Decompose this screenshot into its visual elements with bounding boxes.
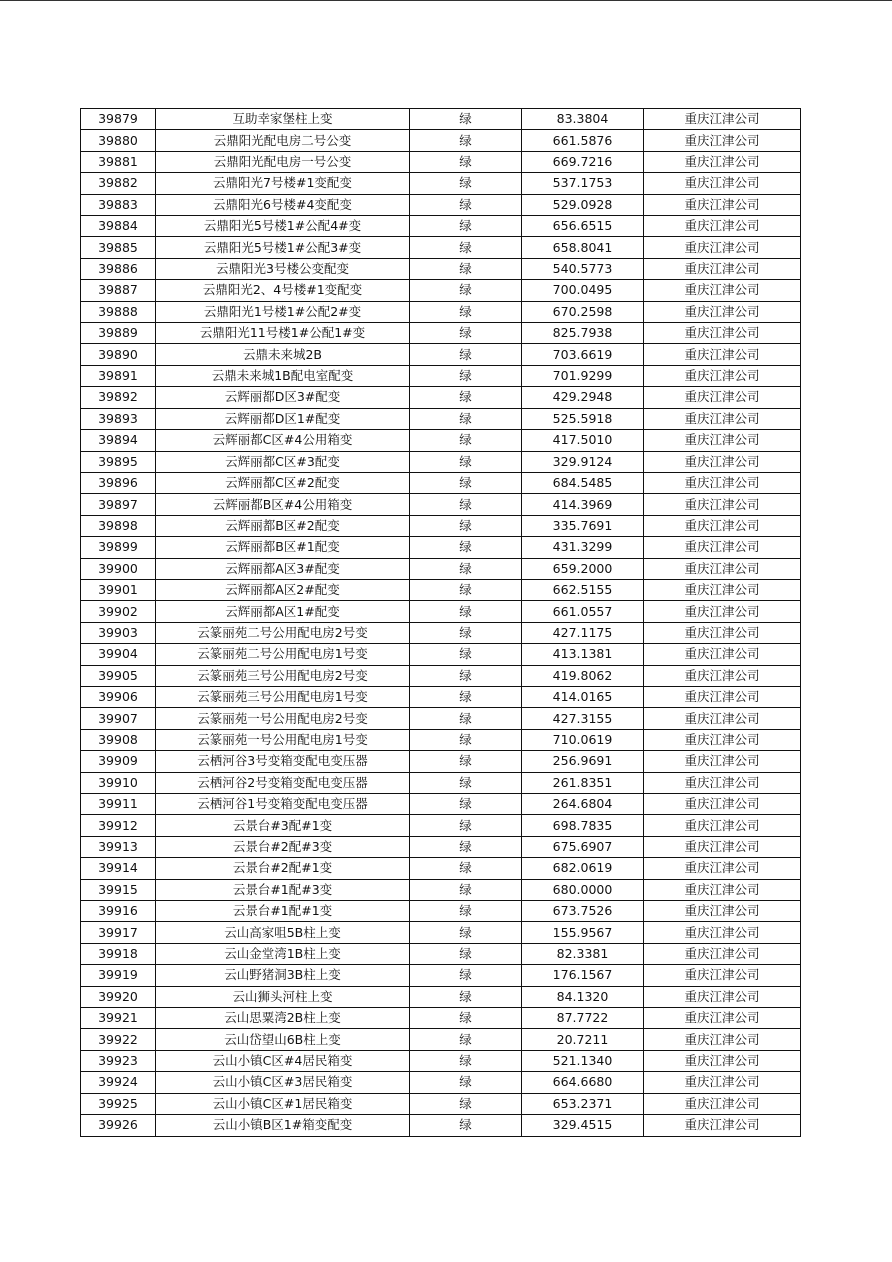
company-cell: 重庆江津公司 [644, 109, 801, 130]
name-cell: 云辉丽都C区#2配变 [156, 472, 410, 493]
company-cell: 重庆江津公司 [644, 772, 801, 793]
table-row [81, 194, 801, 215]
table-row [81, 943, 801, 964]
status-cell: 绿 [410, 408, 522, 429]
status-cell: 绿 [410, 751, 522, 772]
name-cell: 云辉丽都A区1#配变 [156, 601, 410, 622]
table-row [81, 494, 801, 515]
table-row [81, 1050, 801, 1071]
table-row [81, 258, 801, 279]
row-id-cell: 39904 [81, 644, 156, 665]
status-cell: 绿 [410, 109, 522, 130]
company-cell: 重庆江津公司 [644, 194, 801, 215]
name-cell: 云山小镇B区1#箱变配变 [156, 1115, 410, 1136]
row-id-cell: 39900 [81, 558, 156, 579]
row-id-cell: 39921 [81, 1008, 156, 1029]
status-cell: 绿 [410, 943, 522, 964]
company-cell: 重庆江津公司 [644, 858, 801, 879]
name-cell: 云鼎阳光配电房二号公变 [156, 130, 410, 151]
row-id-cell: 39903 [81, 622, 156, 643]
company-cell: 重庆江津公司 [644, 1008, 801, 1029]
value-cell: 414.3969 [522, 494, 644, 515]
table-row [81, 387, 801, 408]
status-cell: 绿 [410, 515, 522, 536]
status-cell: 绿 [410, 836, 522, 857]
value-cell: 540.5773 [522, 258, 644, 279]
row-id-cell: 39880 [81, 130, 156, 151]
status-cell: 绿 [410, 879, 522, 900]
company-cell: 重庆江津公司 [644, 1029, 801, 1050]
company-cell: 重庆江津公司 [644, 558, 801, 579]
row-id-cell: 39885 [81, 237, 156, 258]
company-cell: 重庆江津公司 [644, 515, 801, 536]
name-cell: 云篆丽苑三号公用配电房1号变 [156, 686, 410, 707]
value-cell: 329.4515 [522, 1115, 644, 1136]
status-cell: 绿 [410, 537, 522, 558]
value-cell: 537.1753 [522, 173, 644, 194]
value-cell: 427.3155 [522, 708, 644, 729]
name-cell: 云鼎阳光7号楼#1变配变 [156, 173, 410, 194]
status-cell: 绿 [410, 280, 522, 301]
row-id-cell: 39884 [81, 216, 156, 237]
company-cell: 重庆江津公司 [644, 237, 801, 258]
company-cell: 重庆江津公司 [644, 1050, 801, 1071]
name-cell: 云辉丽都D区1#配变 [156, 408, 410, 429]
row-id-cell: 39912 [81, 815, 156, 836]
value-cell: 684.5485 [522, 472, 644, 493]
status-cell: 绿 [410, 601, 522, 622]
row-id-cell: 39913 [81, 836, 156, 857]
row-id-cell: 39919 [81, 965, 156, 986]
name-cell: 云鼎阳光2、4号楼#1变配变 [156, 280, 410, 301]
row-id-cell: 39894 [81, 430, 156, 451]
company-cell: 重庆江津公司 [644, 472, 801, 493]
row-id-cell: 39915 [81, 879, 156, 900]
company-cell: 重庆江津公司 [644, 1115, 801, 1136]
name-cell: 云辉丽都B区#1配变 [156, 537, 410, 558]
value-cell: 82.3381 [522, 943, 644, 964]
row-id-cell: 39887 [81, 280, 156, 301]
name-cell: 云景台#1配#1变 [156, 901, 410, 922]
value-cell: 329.9124 [522, 451, 644, 472]
company-cell: 重庆江津公司 [644, 280, 801, 301]
value-cell: 700.0495 [522, 280, 644, 301]
name-cell: 云辉丽都D区3#配变 [156, 387, 410, 408]
status-cell: 绿 [410, 708, 522, 729]
status-cell: 绿 [410, 794, 522, 815]
row-id-cell: 39893 [81, 408, 156, 429]
company-cell: 重庆江津公司 [644, 365, 801, 386]
value-cell: 429.2948 [522, 387, 644, 408]
row-id-cell: 39881 [81, 151, 156, 172]
name-cell: 云山野猪洞3B柱上变 [156, 965, 410, 986]
company-cell: 重庆江津公司 [644, 1093, 801, 1114]
company-cell: 重庆江津公司 [644, 836, 801, 857]
value-cell: 261.8351 [522, 772, 644, 793]
status-cell: 绿 [410, 173, 522, 194]
name-cell: 云山小镇C区#1居民箱变 [156, 1093, 410, 1114]
name-cell: 云栖河谷3号变箱变配电变压器 [156, 751, 410, 772]
row-id-cell: 39925 [81, 1093, 156, 1114]
value-cell: 662.5155 [522, 579, 644, 600]
company-cell: 重庆江津公司 [644, 794, 801, 815]
company-cell: 重庆江津公司 [644, 494, 801, 515]
name-cell: 云辉丽都B区#2配变 [156, 515, 410, 536]
table-row [81, 515, 801, 536]
name-cell: 云鼎阳光11号楼1#公配1#变 [156, 323, 410, 344]
table-row [81, 836, 801, 857]
name-cell: 云鼎阳光5号楼1#公配3#变 [156, 237, 410, 258]
company-cell: 重庆江津公司 [644, 622, 801, 643]
company-cell: 重庆江津公司 [644, 216, 801, 237]
row-id-cell: 39907 [81, 708, 156, 729]
name-cell: 云栖河谷2号变箱变配电变压器 [156, 772, 410, 793]
value-cell: 658.8041 [522, 237, 644, 258]
value-cell: 521.1340 [522, 1050, 644, 1071]
value-cell: 675.6907 [522, 836, 644, 857]
value-cell: 680.0000 [522, 879, 644, 900]
table-row [81, 1008, 801, 1029]
value-cell: 413.1381 [522, 644, 644, 665]
row-id-cell: 39899 [81, 537, 156, 558]
table-row [81, 365, 801, 386]
status-cell: 绿 [410, 986, 522, 1007]
table-row [81, 408, 801, 429]
status-cell: 绿 [410, 365, 522, 386]
table-row [81, 644, 801, 665]
row-id-cell: 39883 [81, 194, 156, 215]
table-row [81, 601, 801, 622]
company-cell: 重庆江津公司 [644, 173, 801, 194]
table-row [81, 579, 801, 600]
name-cell: 云辉丽都A区2#配变 [156, 579, 410, 600]
company-cell: 重庆江津公司 [644, 258, 801, 279]
table-row [81, 858, 801, 879]
row-id-cell: 39901 [81, 579, 156, 600]
company-cell: 重庆江津公司 [644, 729, 801, 750]
name-cell: 云鼎阳光6号楼#4变配变 [156, 194, 410, 215]
company-cell: 重庆江津公司 [644, 130, 801, 151]
row-id-cell: 39916 [81, 901, 156, 922]
table-row [81, 472, 801, 493]
row-id-cell: 39917 [81, 922, 156, 943]
company-cell: 重庆江津公司 [644, 708, 801, 729]
table-row [81, 1115, 801, 1136]
status-cell: 绿 [410, 472, 522, 493]
value-cell: 661.0557 [522, 601, 644, 622]
value-cell: 335.7691 [522, 515, 644, 536]
status-cell: 绿 [410, 815, 522, 836]
name-cell: 云辉丽都A区3#配变 [156, 558, 410, 579]
row-id-cell: 39895 [81, 451, 156, 472]
table-row [81, 879, 801, 900]
status-cell: 绿 [410, 644, 522, 665]
value-cell: 417.5010 [522, 430, 644, 451]
row-id-cell: 39924 [81, 1072, 156, 1093]
table-row [81, 451, 801, 472]
company-cell: 重庆江津公司 [644, 387, 801, 408]
row-id-cell: 39896 [81, 472, 156, 493]
company-cell: 重庆江津公司 [644, 986, 801, 1007]
row-id-cell: 39889 [81, 323, 156, 344]
name-cell: 云山思粟湾2B柱上变 [156, 1008, 410, 1029]
status-cell: 绿 [410, 922, 522, 943]
row-id-cell: 39897 [81, 494, 156, 515]
name-cell: 云山金堂湾1B柱上变 [156, 943, 410, 964]
value-cell: 529.0928 [522, 194, 644, 215]
name-cell: 云辉丽都C区#4公用箱变 [156, 430, 410, 451]
status-cell: 绿 [410, 430, 522, 451]
company-cell: 重庆江津公司 [644, 1072, 801, 1093]
table-row [81, 173, 801, 194]
company-cell: 重庆江津公司 [644, 151, 801, 172]
company-cell: 重庆江津公司 [644, 601, 801, 622]
value-cell: 20.7211 [522, 1029, 644, 1050]
row-id-cell: 39890 [81, 344, 156, 365]
company-cell: 重庆江津公司 [644, 965, 801, 986]
value-cell: 155.9567 [522, 922, 644, 943]
value-cell: 414.0165 [522, 686, 644, 707]
row-id-cell: 39923 [81, 1050, 156, 1071]
name-cell: 云鼎阳光配电房一号公变 [156, 151, 410, 172]
status-cell: 绿 [410, 1050, 522, 1071]
status-cell: 绿 [410, 558, 522, 579]
value-cell: 825.7938 [522, 323, 644, 344]
name-cell: 云景台#1配#3变 [156, 879, 410, 900]
value-cell: 669.7216 [522, 151, 644, 172]
status-cell: 绿 [410, 1115, 522, 1136]
table-row [81, 537, 801, 558]
company-cell: 重庆江津公司 [644, 943, 801, 964]
value-cell: 659.2000 [522, 558, 644, 579]
value-cell: 176.1567 [522, 965, 644, 986]
company-cell: 重庆江津公司 [644, 879, 801, 900]
status-cell: 绿 [410, 451, 522, 472]
company-cell: 重庆江津公司 [644, 922, 801, 943]
company-cell: 重庆江津公司 [644, 901, 801, 922]
status-cell: 绿 [410, 1072, 522, 1093]
value-cell: 664.6680 [522, 1072, 644, 1093]
table-row [81, 751, 801, 772]
row-id-cell: 39911 [81, 794, 156, 815]
status-cell: 绿 [410, 344, 522, 365]
table-row [81, 622, 801, 643]
status-cell: 绿 [410, 130, 522, 151]
name-cell: 云鼎阳光3号楼公变配变 [156, 258, 410, 279]
name-cell: 云篆丽苑三号公用配电房2号变 [156, 665, 410, 686]
status-cell: 绿 [410, 665, 522, 686]
value-cell: 427.1175 [522, 622, 644, 643]
value-cell: 670.2598 [522, 301, 644, 322]
name-cell: 云山狮头河柱上变 [156, 986, 410, 1007]
name-cell: 云栖河谷1号变箱变配电变压器 [156, 794, 410, 815]
table-row [81, 965, 801, 986]
company-cell: 重庆江津公司 [644, 430, 801, 451]
table-row [81, 558, 801, 579]
row-id-cell: 39920 [81, 986, 156, 1007]
status-cell: 绿 [410, 323, 522, 344]
company-cell: 重庆江津公司 [644, 686, 801, 707]
value-cell: 653.2371 [522, 1093, 644, 1114]
row-id-cell: 39892 [81, 387, 156, 408]
status-cell: 绿 [410, 237, 522, 258]
value-cell: 87.7722 [522, 1008, 644, 1029]
row-id-cell: 39886 [81, 258, 156, 279]
row-id-cell: 39909 [81, 751, 156, 772]
table-row [81, 237, 801, 258]
status-cell: 绿 [410, 216, 522, 237]
table-row [81, 130, 801, 151]
table-row [81, 815, 801, 836]
name-cell: 云篆丽苑二号公用配电房1号变 [156, 644, 410, 665]
table-row [81, 151, 801, 172]
status-cell: 绿 [410, 686, 522, 707]
name-cell: 云山岱望山6B柱上变 [156, 1029, 410, 1050]
company-cell: 重庆江津公司 [644, 323, 801, 344]
value-cell: 661.5876 [522, 130, 644, 151]
status-cell: 绿 [410, 1029, 522, 1050]
row-id-cell: 39908 [81, 729, 156, 750]
value-cell: 673.7526 [522, 901, 644, 922]
value-cell: 710.0619 [522, 729, 644, 750]
data-table [80, 108, 801, 1137]
value-cell: 83.3804 [522, 109, 644, 130]
company-cell: 重庆江津公司 [644, 537, 801, 558]
name-cell: 云山高家咀5B柱上变 [156, 922, 410, 943]
value-cell: 84.1320 [522, 986, 644, 1007]
table-row [81, 1072, 801, 1093]
row-id-cell: 39926 [81, 1115, 156, 1136]
status-cell: 绿 [410, 729, 522, 750]
row-id-cell: 39905 [81, 665, 156, 686]
table-row [81, 665, 801, 686]
name-cell: 云篆丽苑二号公用配电房2号变 [156, 622, 410, 643]
company-cell: 重庆江津公司 [644, 579, 801, 600]
value-cell: 701.9299 [522, 365, 644, 386]
value-cell: 703.6619 [522, 344, 644, 365]
table-row [81, 794, 801, 815]
row-id-cell: 39918 [81, 943, 156, 964]
table-row [81, 729, 801, 750]
status-cell: 绿 [410, 858, 522, 879]
status-cell: 绿 [410, 579, 522, 600]
table-body [81, 109, 801, 1137]
status-cell: 绿 [410, 965, 522, 986]
status-cell: 绿 [410, 901, 522, 922]
name-cell: 云篆丽苑一号公用配电房1号变 [156, 729, 410, 750]
name-cell: 互助幸家堡柱上变 [156, 109, 410, 130]
status-cell: 绿 [410, 1093, 522, 1114]
table-row [81, 280, 801, 301]
status-cell: 绿 [410, 772, 522, 793]
name-cell: 云辉丽都B区#4公用箱变 [156, 494, 410, 515]
status-cell: 绿 [410, 258, 522, 279]
name-cell: 云景台#3配#1变 [156, 815, 410, 836]
name-cell: 云篆丽苑一号公用配电房2号变 [156, 708, 410, 729]
row-id-cell: 39922 [81, 1029, 156, 1050]
row-id-cell: 39902 [81, 601, 156, 622]
name-cell: 云鼎阳光5号楼1#公配4#变 [156, 216, 410, 237]
table-row [81, 216, 801, 237]
value-cell: 419.8062 [522, 665, 644, 686]
name-cell: 云鼎阳光1号楼1#公配2#变 [156, 301, 410, 322]
name-cell: 云山小镇C区#4居民箱变 [156, 1050, 410, 1071]
value-cell: 682.0619 [522, 858, 644, 879]
table-row [81, 323, 801, 344]
company-cell: 重庆江津公司 [644, 301, 801, 322]
table-row [81, 1029, 801, 1050]
table-row [81, 986, 801, 1007]
table-row [81, 686, 801, 707]
table-row [81, 922, 801, 943]
value-cell: 525.5918 [522, 408, 644, 429]
name-cell: 云鼎未来城2B [156, 344, 410, 365]
status-cell: 绿 [410, 387, 522, 408]
table-row [81, 109, 801, 130]
status-cell: 绿 [410, 301, 522, 322]
company-cell: 重庆江津公司 [644, 751, 801, 772]
row-id-cell: 39910 [81, 772, 156, 793]
company-cell: 重庆江津公司 [644, 344, 801, 365]
name-cell: 云景台#2配#1变 [156, 858, 410, 879]
row-id-cell: 39882 [81, 173, 156, 194]
table-row [81, 430, 801, 451]
company-cell: 重庆江津公司 [644, 451, 801, 472]
status-cell: 绿 [410, 1008, 522, 1029]
value-cell: 256.9691 [522, 751, 644, 772]
company-cell: 重庆江津公司 [644, 408, 801, 429]
row-id-cell: 39891 [81, 365, 156, 386]
status-cell: 绿 [410, 622, 522, 643]
name-cell: 云鼎未来城1B配电室配变 [156, 365, 410, 386]
company-cell: 重庆江津公司 [644, 665, 801, 686]
value-cell: 264.6804 [522, 794, 644, 815]
row-id-cell: 39898 [81, 515, 156, 536]
table-row [81, 772, 801, 793]
table-row [81, 301, 801, 322]
company-cell: 重庆江津公司 [644, 815, 801, 836]
company-cell: 重庆江津公司 [644, 644, 801, 665]
table-row [81, 344, 801, 365]
name-cell: 云景台#2配#3变 [156, 836, 410, 857]
value-cell: 656.6515 [522, 216, 644, 237]
status-cell: 绿 [410, 194, 522, 215]
status-cell: 绿 [410, 151, 522, 172]
row-id-cell: 39888 [81, 301, 156, 322]
row-id-cell: 39914 [81, 858, 156, 879]
row-id-cell: 39879 [81, 109, 156, 130]
table-row [81, 708, 801, 729]
status-cell: 绿 [410, 494, 522, 515]
table-row [81, 1093, 801, 1114]
row-id-cell: 39906 [81, 686, 156, 707]
value-cell: 431.3299 [522, 537, 644, 558]
value-cell: 698.7835 [522, 815, 644, 836]
name-cell: 云辉丽都C区#3配变 [156, 451, 410, 472]
name-cell: 云山小镇C区#3居民箱变 [156, 1072, 410, 1093]
table-row [81, 901, 801, 922]
page-top-border [0, 0, 892, 1]
